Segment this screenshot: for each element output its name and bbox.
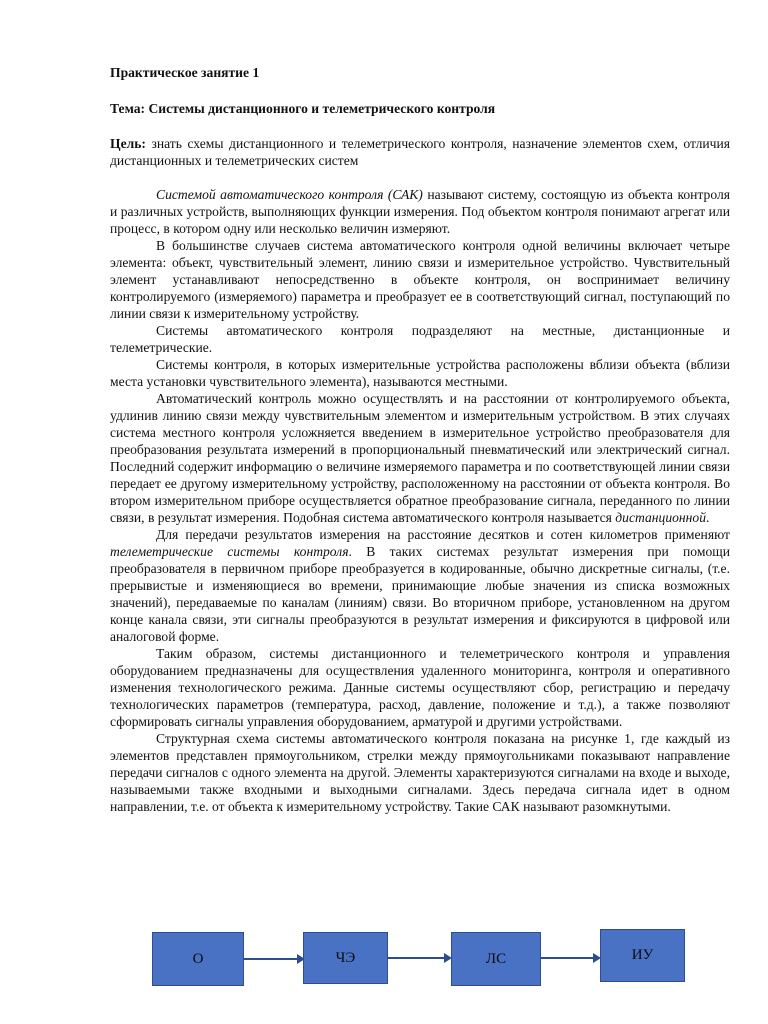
paragraph-6 (110, 526, 730, 645)
paragraph-5-text: Автоматический контроль можно осуществлять и на расстоянии от контролируемого объекта, удлинив линию связи между чувствительным элементом и измерительным устройством. В этих случаях система местного контроля усложняется введением в измерительное устройство преобразователя для преобразования результата измерений в пропорциональный пневматический или электрический сигнал. Последний содержит информацию о величине измеряемого параметра и по соответствующей линии связи передает ее другому измерительному устройству, расположенному на расстоянии от объекта контроля. Во втором измерительном приборе осуществляется обратное преобразование сигнала, переданного по линии связи, в результат измерения. Подобная система автоматического контроля называется (110, 391, 730, 525)
device-box: ИУ (600, 929, 685, 982)
arrow-line-to-device (541, 957, 594, 959)
object-box: О (152, 932, 244, 986)
arrow-object-to-sensor (244, 958, 298, 960)
telemetry-term: телеметрические системы контроля (110, 544, 349, 559)
document-page (110, 64, 730, 815)
paragraph-8: Структурная схема системы автоматического контроля показана на рисунке 1, где каждый из элементов представлен прямоугольником, стрелки между прямоугольниками показывают направление передачи сигналов с одного элемента на другой. Элементы характеризуются сигналами на входе и выходе, называемыми также входными и выходными сигналами. Здесь передача сигнала идет в одном направлении, т.е. от объекта к измерительному устройству. Такие САК называют разомкнутыми. (110, 731, 730, 814)
goal-label: Цель: (110, 136, 146, 151)
paragraph-7: Таким образом, системы дистанционного и телеметрического контроля и управления оборудованием предназначены для осуществления удаленного мониторинга, контроля и оперативного изменения технологического режима. Данные системы осуществляют сбор, регистрацию и передачу технологических параметров (температура, расход, давление, положение и т.д.), а также позволяют сформировать сигналы управления оборудованием, арматурой и другими устройствами. (110, 646, 730, 729)
paragraph-3: Системы автоматического контроля подразделяют на местные, дистанционные и телеметрические. (110, 323, 730, 355)
paragraph-6-start: Для передачи результатов измерения на расстояние десятков и сотен километров применяют (156, 527, 730, 542)
arrow-sensor-to-line (388, 957, 445, 959)
body-text (110, 186, 730, 815)
remote-term: дистанционной (615, 510, 706, 525)
goal-text: знать схемы дистанционного и телеметрического контроля, назначение элементов схем, отличия дистанционных и телеметрических систем (110, 136, 730, 168)
line-box: ЛС (451, 932, 541, 986)
paragraph-1 (110, 186, 730, 237)
lesson-title: Практическое занятие 1 (110, 65, 260, 80)
paragraph-5-end: . (706, 510, 710, 525)
paragraph-5 (110, 390, 730, 526)
paragraph-2: В большинстве случаев система автоматического контроля одной величины включает четыре элемента: объект, чувствительный элемент, линию связи и измерительное устройство. Чувствительный элемент устанавливают непосредственно в объекте контроля, он воспринимает величину контролируемого (измеряемого) параметра и преобразует ее в соответствующий сигнал, поступающий по линии связи к измерительному устройству. (110, 238, 730, 321)
sensor-box: ЧЭ (303, 932, 388, 984)
sak-term: Системой автоматического контроля (САК) (156, 187, 423, 202)
paragraph-4: Системы контроля, в которых измерительные устройства расположены вблизи объекта (вблизи места установки чувствительного элемента), называются местными. (110, 357, 730, 389)
paragraph-6-rest: . В таких системах результат измерения при помощи преобразователя в первичном приборе преобразуется в кодированные, обычно дискретные сигналы, (т.е. прерывистые и изменяющиеся во времени, принимающие любые значения из списка возможных значений), передаваемые по каналам (линиям) связи. Во вторичном приборе, установленном на другом конце канала связи, эти сигналы преобразуются в результат измерения и фиксируются в цифровой или аналоговой форме. (110, 544, 730, 644)
paragraph-1-text: называют систему, состоящую из объекта контроля и различных устройств, выполняющих функции измерения. Под объектом контроля понимают агрегат или процесс, в котором одну или несколько величин измеряют. (110, 187, 730, 236)
goal-paragraph (110, 135, 730, 169)
topic-title: Тема: Системы дистанционного и телеметрического контроля (110, 101, 496, 116)
